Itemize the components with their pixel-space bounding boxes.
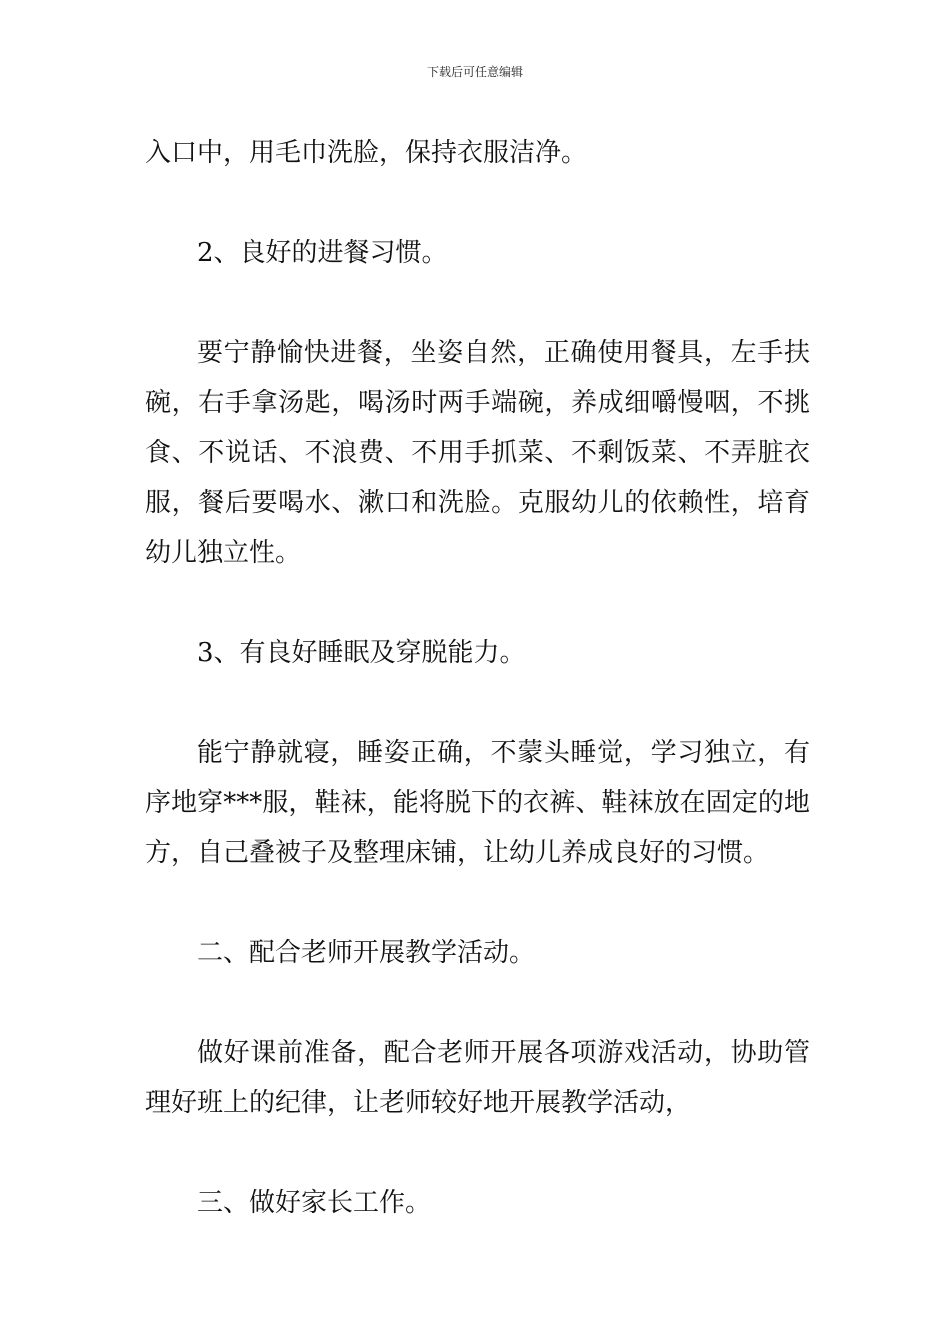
paragraph-continuation: 入口中，用毛巾洗脸，保持衣服洁净。 [145,138,588,168]
paragraph-teaching-activities: 做好课前准备，配合老师开展各项游戏活动，协助管理好班上的纪律，让老师较好地开展教学活动， [145,1038,810,1118]
document-body [145,128,810,1228]
heading-parent-work: 三、做好家长工作。 [197,1188,432,1218]
paragraph-eating-habits: 要宁静愉快进餐，坐姿自然，正确使用餐具，左手扶碗，右手拿汤匙，喝汤时两手端碗，养成细嚼慢咽，不挑食、不说话、不浪费、不用手抓菜、不剩饭菜、不弄脏衣服，餐后要喝水、漱口和洗脸。克服幼儿的依赖性，培育幼儿独立性。 [145,338,810,568]
heading-eating-habits: 2、良好的进餐习惯。 [197,238,448,268]
page-header: 下载后可任意编辑 [426,65,523,79]
heading-teaching-activities: 二、配合老师开展教学活动。 [197,938,536,968]
heading-sleep-dressing: 3、有良好睡眠及穿脱能力。 [197,638,526,668]
paragraph-sleep-dressing: 能宁静就寝，睡姿正确，不蒙头睡觉，学习独立，有序地穿***服，鞋袜，能将脱下的衣裤、鞋袜放在固定的地方，自己叠被子及整理床铺，让幼儿养成良好的习惯。 [145,738,810,868]
